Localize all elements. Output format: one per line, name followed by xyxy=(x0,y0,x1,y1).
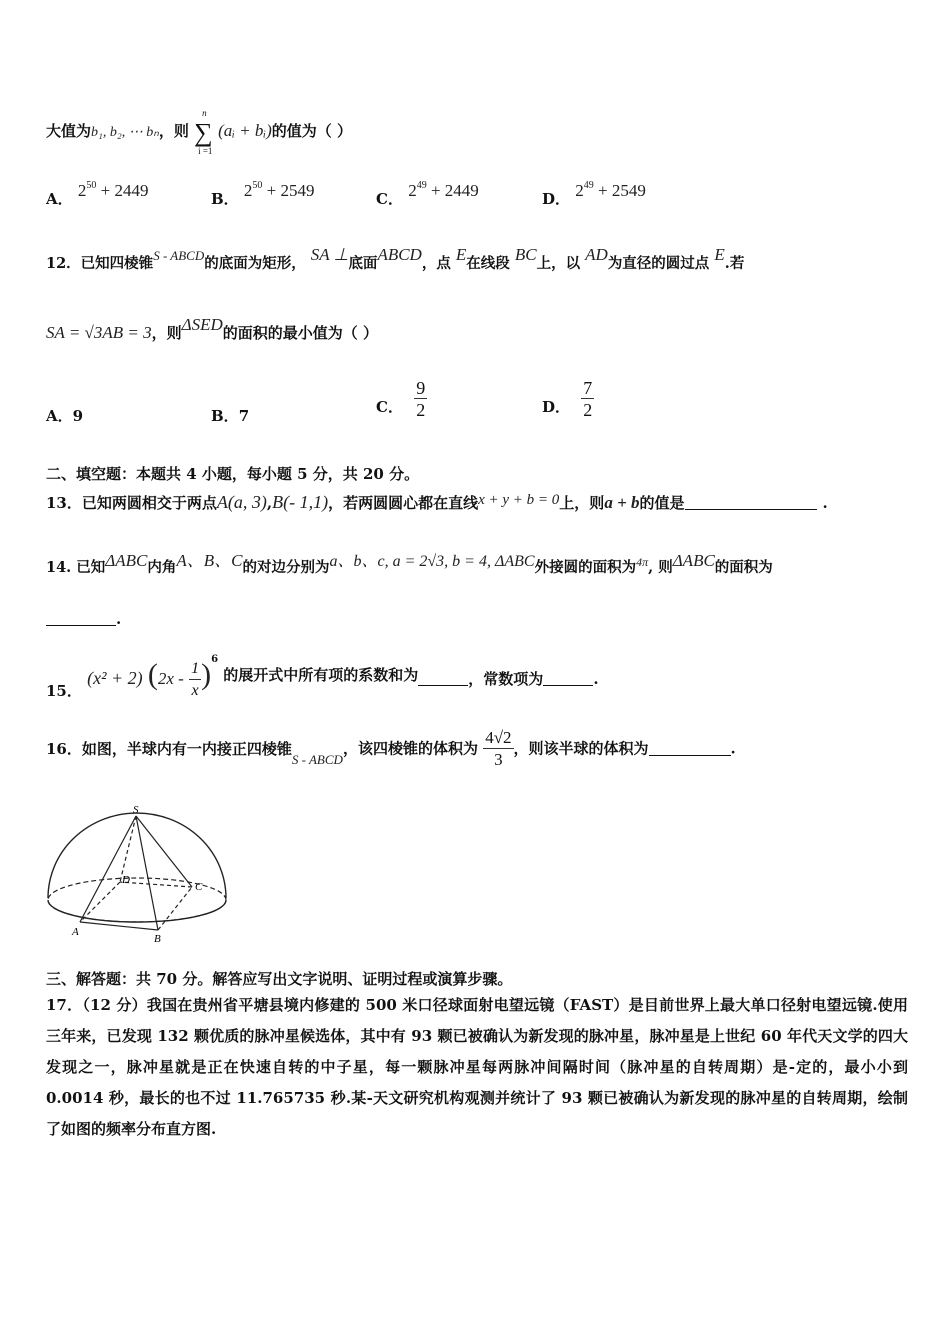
edge-sb xyxy=(136,816,158,930)
edge-bc xyxy=(158,887,192,930)
q12-option-d[interactable]: D． $\frac{7}{2}$ xyxy=(542,378,593,420)
q12-condition: SA = √3AB = 3，则ΔSED的面积的最小值为（ ） xyxy=(46,315,379,342)
label-d: D xyxy=(122,874,130,886)
label-a: A xyxy=(72,926,79,938)
label-b: B xyxy=(154,933,161,945)
section-2-heading: 二、填空题：本题共 4 小题，每小题 5 分，共 20 分。 xyxy=(46,465,420,483)
q14-stem: 14. 已知ΔABC内角A、B、C的对边分别为a、b、c, a = 2√3, b = 4, ΔABC外接圆的面积为$^{4\pi}$, 则ΔABC的面积为 xyxy=(46,551,773,576)
label-c: C xyxy=(195,881,203,893)
edge-cd xyxy=(120,882,192,887)
q11-option-a[interactable]: A． $2^{50} + 2449$ xyxy=(46,180,149,208)
q15-constant-blank[interactable] xyxy=(543,671,593,686)
q12-option-a[interactable]: A．9 xyxy=(46,407,84,425)
q15-stem: 15． (x² + 2) (2x - $\frac{1}{x}$ )$^6$ 的展开式中所有项的系数和为 ，常数项为 . xyxy=(46,654,599,700)
edge-ab xyxy=(80,922,158,930)
q16-answer-blank[interactable] xyxy=(649,741,731,756)
q11-option-c[interactable]: C． $2^{49} + 2449$ xyxy=(376,180,479,208)
q12-option-c[interactable]: C． $\frac{9}{2}$ xyxy=(376,378,426,420)
hemisphere-pyramid-figure xyxy=(40,802,240,950)
section-3-heading: 三、解答题：共 70 分。解答应写出文字说明、证明过程或演算步骤。 xyxy=(46,970,513,988)
q11-option-b[interactable]: B． $2^{50} + 2549$ xyxy=(211,180,315,208)
edge-sc xyxy=(136,816,192,887)
q14-answer-blank[interactable] xyxy=(46,611,116,626)
q11-sum-body: (aᵢ + bᵢ) xyxy=(218,121,272,140)
q11-stem: 大值为b₁, b₂, ⋯ bₙ，则 n ∑ i =1 (aᵢ + bᵢ)的值为（ ） xyxy=(46,108,352,156)
base-ellipse-front xyxy=(48,900,226,922)
q11-option-d[interactable]: D． $2^{49} + 2549$ xyxy=(542,180,646,208)
q13-stem: 13．已知两圆相交于两点A(a, 3),B(- 1,1)，若两圆圆心都在直线x + y + b = 0上，则a + b的值是 . xyxy=(46,492,828,512)
q14-answer-line: . xyxy=(46,610,910,628)
q13-answer-blank[interactable] xyxy=(685,495,817,510)
q11-sequence: b₁, b₂, ⋯ bₙ xyxy=(91,125,159,140)
edge-da xyxy=(80,882,120,922)
label-s: S xyxy=(133,804,139,816)
edge-sd xyxy=(120,816,136,882)
edge-sa xyxy=(80,816,136,922)
q15-coef-sum-blank[interactable] xyxy=(418,671,468,686)
q17-paragraph: 17．（12 分）我国在贵州省平塘县境内修建的 500 米口径球面射电望远镜（FAST）是目前世界上最大单口径射电望远镜.使用三年来，已发现 132 颗优质的脉冲星候选体，其中有 93 颗已被确认为新发现的脉冲星，脉冲星是上世纪 60 年代天文学的四大发现之一，脉冲星就是正在快速自转的中子星，每一颗脉冲星每两脉冲间隔时间（脉冲星的自转周期）是-定的，最小小到 0.0014 秒，最长的也不过 11.765735 秒.某-天文研究机构观测并统计了 93 颗已被确认为新发现的脉冲星的自转周期，绘制了如图的频率分布直方图. xyxy=(46,996,908,1138)
q16-stem: 16．如图，半球内有一内接正四棱锥S - ABCD，该四棱锥的体积为 $\frac{4√2}{3}$ ，则该半球的体积为 . xyxy=(46,728,736,769)
q12-option-b[interactable]: B．7 xyxy=(211,407,250,425)
summation-symbol: n ∑ i =1 xyxy=(194,108,213,156)
q12-stem: 12．已知四棱锥S - ABCD的底面为矩形， SA ⊥底面ABCD，点 E在线段 BC上，以 AD为直径的圆过点 E.若 xyxy=(46,245,745,272)
